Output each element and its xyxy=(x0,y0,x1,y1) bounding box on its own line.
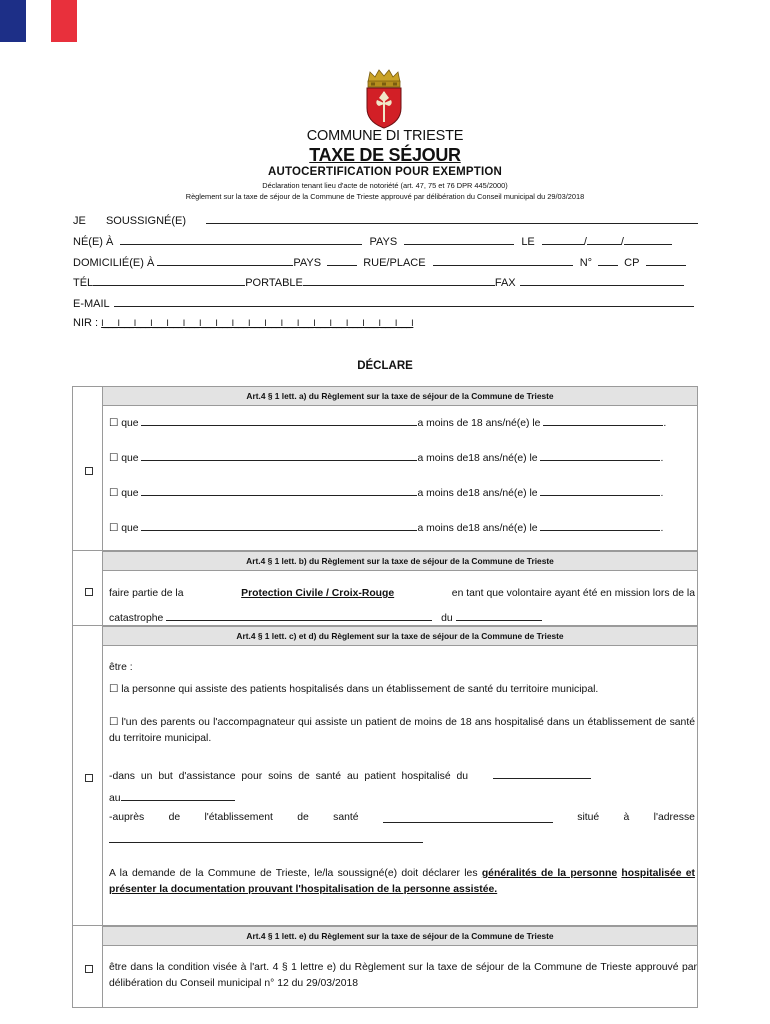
minor-3-name-field[interactable] xyxy=(141,485,417,496)
minor-row-3-middle: a moins de18 ans/né(e) le xyxy=(417,488,538,499)
note-start: A la demande de la Commune de Trieste, le/la soussigné(e) doit déclarer les xyxy=(109,868,478,879)
street-field[interactable] xyxy=(433,254,573,266)
fax-field[interactable] xyxy=(520,274,684,286)
declaration-note: Déclaration tenant lieu d'acte de notoriété (art. 47, 75 et 76 DPR 445/2000) xyxy=(262,181,508,190)
minor-row-2-prefix: ☐ que xyxy=(109,453,139,464)
note-bold-2: hospitalisée et présenter la documentation prouvant l'hospitalisation de la personne assistée. xyxy=(109,868,696,895)
house-number-field[interactable] xyxy=(598,254,618,266)
adresse-label: l'adresse xyxy=(653,812,695,823)
sante-label: santé xyxy=(333,812,359,823)
trieste-crest-logo xyxy=(364,68,404,130)
flag-white-band xyxy=(26,0,52,42)
french-flag xyxy=(0,0,77,42)
section-b-text-start: faire partie de la xyxy=(109,588,184,599)
minor-row-3-prefix: ☐ que xyxy=(109,488,139,499)
tel-label: TÉL xyxy=(73,277,94,289)
cp-label: CP xyxy=(624,257,640,269)
date-slash-1: / xyxy=(583,236,587,248)
address-line xyxy=(109,832,423,846)
portable-label: PORTABLE xyxy=(245,277,303,289)
rue-label: RUE/PLACE xyxy=(363,257,426,269)
but-text: -dans un but d'assistance pour soins de santé au patient hospitalisé du xyxy=(109,771,469,782)
minor-row-3-end: . xyxy=(660,488,664,499)
minor-row-1-middle: a moins de 18 ans/né(e) le xyxy=(417,418,541,429)
pays-label: PAYS xyxy=(369,236,398,248)
minor-1-date-field[interactable] xyxy=(543,415,663,426)
date-slash-2: / xyxy=(620,236,624,248)
minor-row-1-prefix: ☐ que xyxy=(109,418,139,429)
birth-year-field[interactable] xyxy=(624,233,672,245)
minor-2-date-field[interactable] xyxy=(540,450,660,461)
commune-title: COMMUNE DI TRIESTE xyxy=(306,128,464,144)
regulation-note: Règlement sur la taxe de séjour de la Commune de Trieste approuvé par délibération du Conseil municipal du 29/03/2018 xyxy=(185,192,585,201)
au-line xyxy=(109,790,235,804)
name-field[interactable] xyxy=(206,212,698,224)
nir-row xyxy=(73,317,413,329)
section-cd-header: Art.4 § 1 lett. c) et d) du Règlement sur la taxe de séjour de la Commune de Trieste xyxy=(103,626,697,646)
but-line xyxy=(109,768,591,782)
tel-row xyxy=(73,274,684,289)
domicilie-label: DOMICILIÉ(E) À xyxy=(73,257,155,269)
mobile-field[interactable] xyxy=(303,274,495,286)
je-label: JE xyxy=(73,215,86,227)
numero-label: N° xyxy=(579,257,593,269)
section-e-text: être dans la condition visée à l'art. 4 § 1 lettre e) du Règlement sur la taxe de séjour de la Commune de Trieste approuvé par délibération du Conseil municipal n° 12 du 29/03/2018 xyxy=(109,962,697,989)
minor-row-3 xyxy=(109,485,663,499)
section-b-checkbox[interactable] xyxy=(85,588,93,596)
section-b-line-1 xyxy=(109,588,695,599)
establishment-field[interactable] xyxy=(383,812,553,823)
note-bold-1: généralités de la personne xyxy=(481,868,618,879)
section-e-checkbox[interactable] xyxy=(85,965,93,973)
section-b-text-end: en tant que volontaire ayant été en mission lors de la xyxy=(451,588,695,599)
section-a-header: Art.4 § 1 lett. a) du Règlement sur la taxe de séjour de la Commune de Trieste xyxy=(103,386,697,406)
du-label: du xyxy=(441,613,453,624)
birth-month-field[interactable] xyxy=(587,233,621,245)
section-cd-checkbox[interactable] xyxy=(85,774,93,782)
flag-blue-band xyxy=(0,0,26,42)
ne-row xyxy=(73,233,672,248)
declare-title: DÉCLARE xyxy=(357,360,413,372)
email-label: E-MAIL xyxy=(73,298,110,310)
minor-row-1-end: . xyxy=(663,418,667,429)
assistance-start-field[interactable] xyxy=(493,768,591,779)
domicile-country-field[interactable] xyxy=(327,254,357,266)
minor-row-4 xyxy=(109,520,663,534)
section-e-header: Art.4 § 1 lett. e) du Règlement sur la taxe de séjour de la Commune de Trieste xyxy=(103,926,697,946)
subtitle: AUTOCERTIFICATION POUR EXEMPTION xyxy=(267,166,503,178)
option-1-text[interactable]: ☐ la personne qui assiste des patients hospitalisés dans un établissement de santé du territoire municipal. xyxy=(109,684,599,695)
minor-row-2-middle: a moins de18 ans/né(e) le xyxy=(417,453,538,464)
flag-red-band xyxy=(51,0,77,42)
birth-place-field[interactable] xyxy=(120,233,362,245)
nir-label: NIR : xyxy=(73,317,99,329)
catastrophe-date-field[interactable] xyxy=(456,610,542,621)
hospital-note xyxy=(109,866,695,898)
etablissement-label: l'établissement xyxy=(204,812,273,823)
le-label: LE xyxy=(521,236,535,248)
nir-field[interactable]: I___I___I___I___I___I___I___I___I___I___I___I___I___I___I___I___I___I___I___I xyxy=(101,318,414,328)
address-field[interactable] xyxy=(109,832,423,843)
birth-day-field[interactable] xyxy=(542,233,584,245)
minor-row-1 xyxy=(109,415,666,429)
birth-country-field[interactable] xyxy=(404,233,514,245)
option-2-text[interactable]: ☐ l'un des parents ou l'accompagnateur qui assiste un patient de moins de 18 ans hospitalisé dans un établissement de santé du territoire municipal. xyxy=(109,717,695,744)
soussigne-label: SOUSSIGNÉ(E) xyxy=(105,215,187,227)
minor-4-date-field[interactable] xyxy=(540,520,660,531)
assistance-end-field[interactable] xyxy=(121,790,235,801)
etre-label: être : xyxy=(109,662,133,673)
domicile-city-field[interactable] xyxy=(157,254,293,266)
section-b-header: Art.4 § 1 lett. b) du Règlement sur la taxe de séjour de la Commune de Trieste xyxy=(103,551,697,571)
minor-2-name-field[interactable] xyxy=(141,450,417,461)
postal-code-field[interactable] xyxy=(646,254,686,266)
minor-row-2 xyxy=(109,450,663,464)
minor-1-name-field[interactable] xyxy=(141,415,417,426)
minor-row-4-middle: a moins de18 ans/né(e) le xyxy=(417,523,538,534)
pays2-label: PAYS xyxy=(293,257,322,269)
catastrophe-label: catastrophe xyxy=(109,613,164,624)
de-label-2: de xyxy=(297,812,309,823)
a-label: à xyxy=(623,812,630,823)
catastrophe-field[interactable] xyxy=(166,610,432,621)
minor-row-4-prefix: ☐ que xyxy=(109,523,139,534)
table-column-divider xyxy=(102,386,103,1008)
section-b-line-2 xyxy=(109,610,542,624)
fax-label: FAX xyxy=(494,277,516,289)
phone-field[interactable] xyxy=(93,274,245,286)
email-row xyxy=(73,295,694,310)
minor-4-name-field[interactable] xyxy=(141,520,417,531)
je-row xyxy=(73,212,698,227)
minor-row-4-end: . xyxy=(660,523,664,534)
section-b-text-bold: Protection Civile / Croix-Rouge xyxy=(241,588,395,599)
email-field[interactable] xyxy=(114,295,694,307)
au-label: au xyxy=(109,793,121,804)
ne-label: NÉ(E) À xyxy=(73,236,114,248)
page-title: TAXE DE SÉJOUR xyxy=(309,145,461,165)
aupres-line xyxy=(109,812,695,823)
aupres-label: -auprès xyxy=(109,812,145,823)
de-label: de xyxy=(168,812,181,823)
minor-3-date-field[interactable] xyxy=(540,485,660,496)
situe-label: situé xyxy=(577,812,600,823)
section-a-checkbox[interactable] xyxy=(85,467,93,475)
declaration-table xyxy=(72,386,698,1008)
domicile-row xyxy=(73,254,686,269)
minor-row-2-end: . xyxy=(660,453,664,464)
